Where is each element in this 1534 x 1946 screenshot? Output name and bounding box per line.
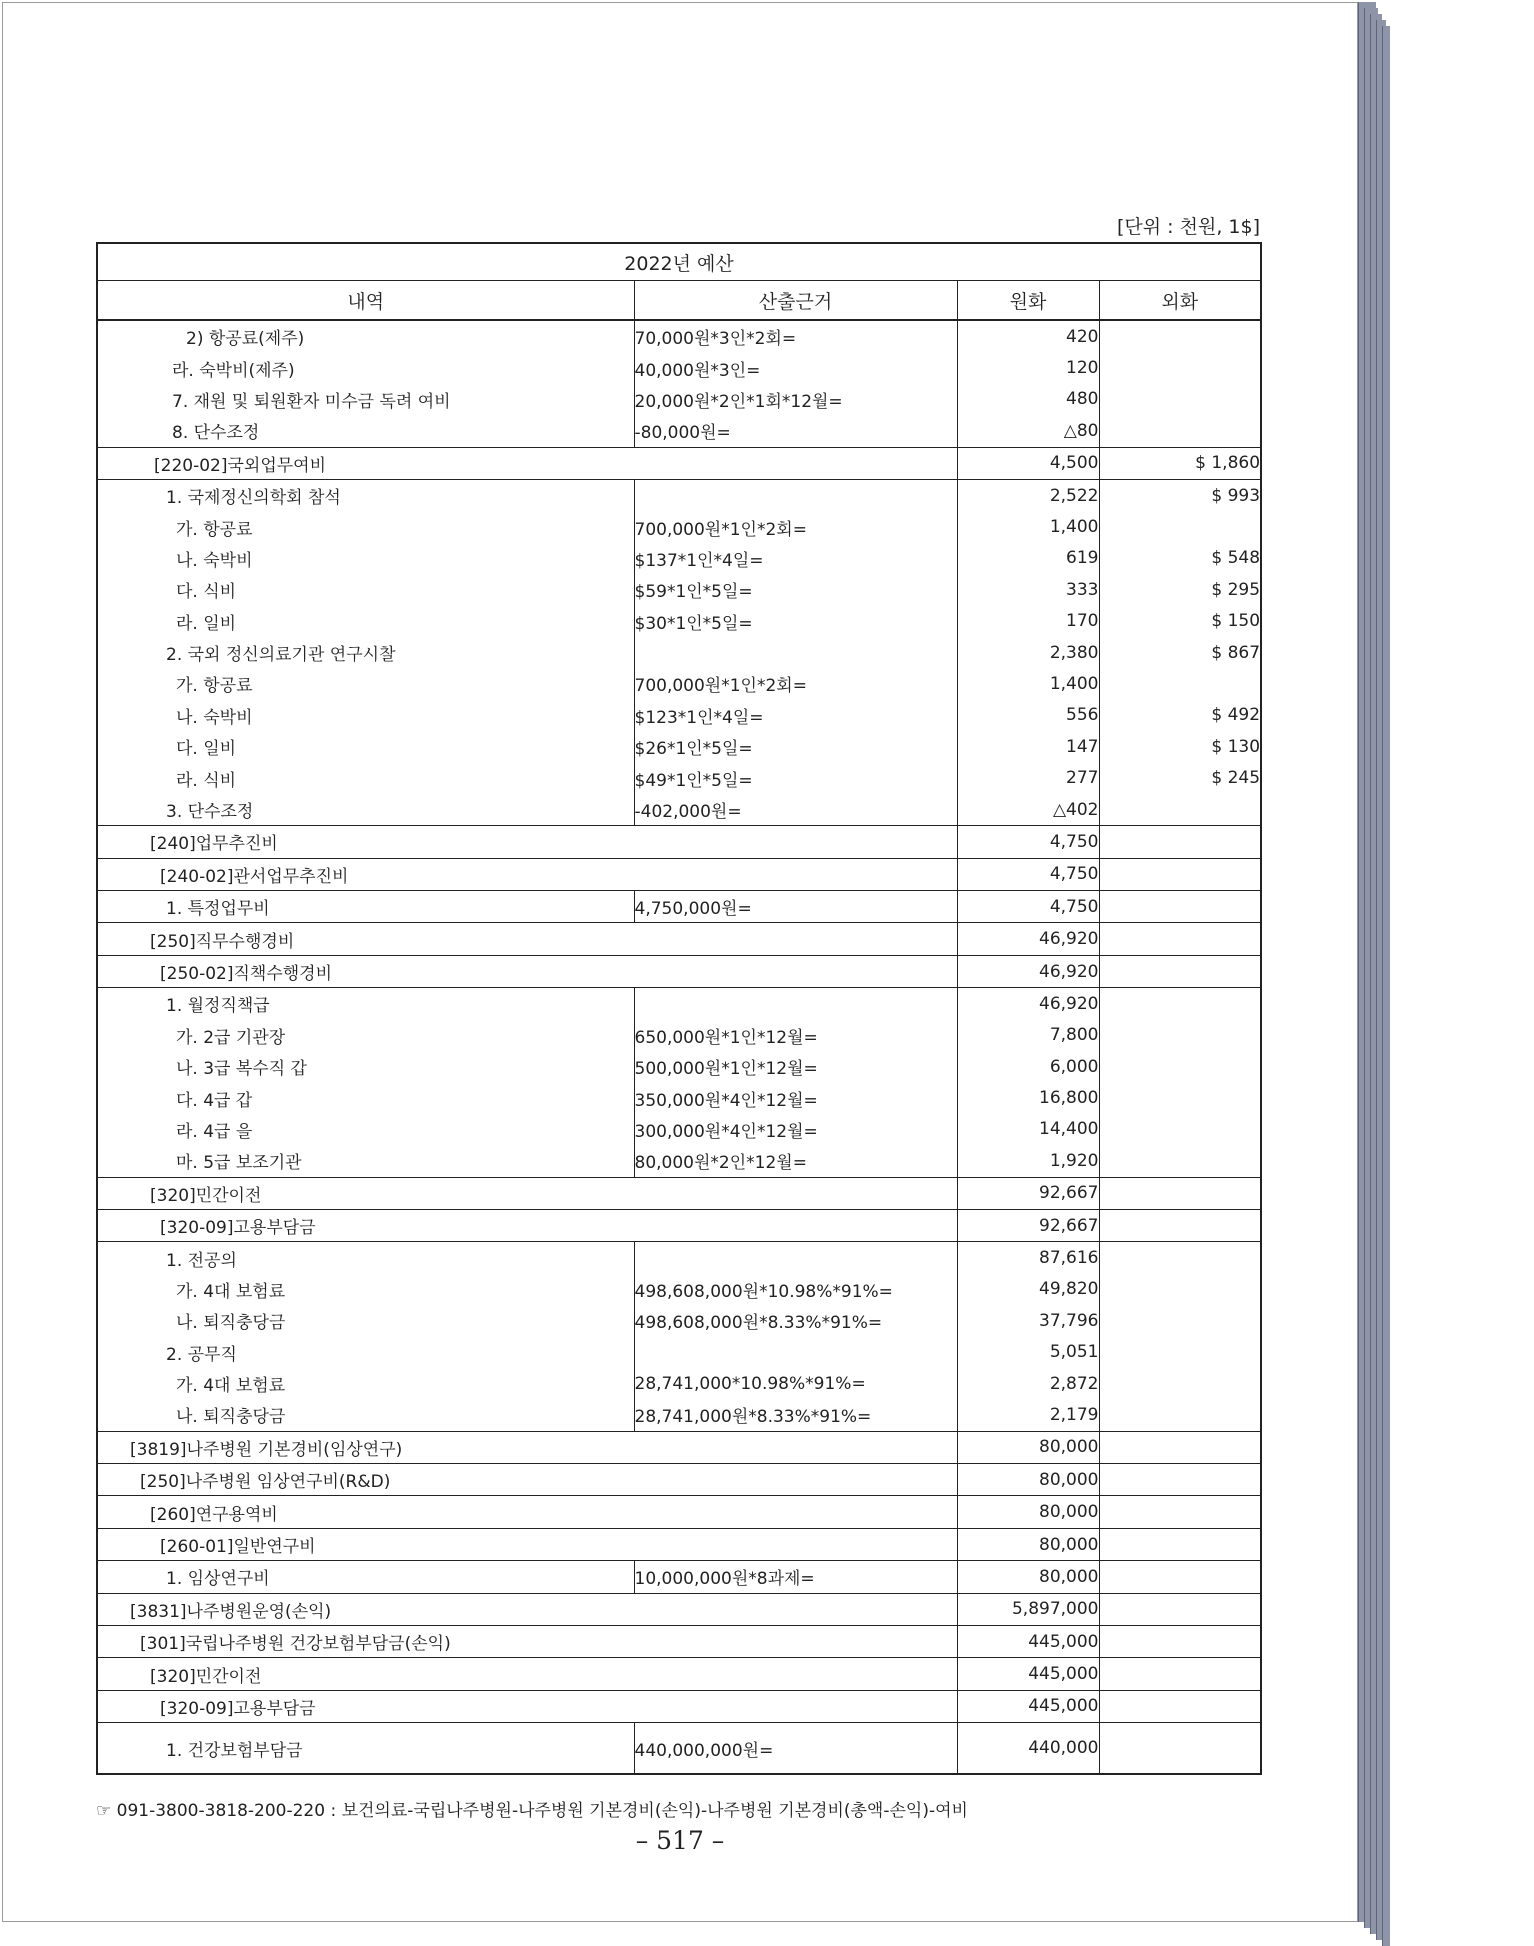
cell-fx (1099, 1690, 1261, 1722)
table-row (97, 826, 1261, 858)
cell-desc: 8. 단수조정 (97, 415, 634, 447)
cell-desc: 1. 월정직책급 (97, 988, 634, 1020)
cell-fx: $ 548 (1099, 543, 1261, 574)
cell-fx (1099, 988, 1261, 1020)
table-row (97, 1305, 1261, 1336)
cell-krw: 277 (957, 762, 1099, 793)
table-row (97, 891, 1261, 923)
column-header-desc: 내역 (97, 281, 634, 321)
table-row (97, 762, 1261, 793)
cell-desc: [250-02]직책수행경비 (97, 955, 957, 987)
cell-desc: 다. 4급 갑 (97, 1082, 634, 1113)
cell-fx (1099, 794, 1261, 826)
cell-basis: 498,608,000원*10.98%*91%= (634, 1274, 957, 1305)
table-row (97, 1464, 1261, 1496)
cell-desc: 나. 숙박비 (97, 700, 634, 731)
cell-krw: 420 (957, 320, 1099, 352)
cell-desc: 가. 항공료 (97, 511, 634, 542)
cell-fx: $ 295 (1099, 574, 1261, 605)
cell-desc: 2. 국외 정신의료기관 연구시찰 (97, 637, 634, 668)
cell-desc: [320-09]고용부담금 (97, 1690, 957, 1722)
cell-fx (1099, 384, 1261, 415)
table-row (97, 731, 1261, 762)
cell-desc: 1. 특정업무비 (97, 891, 634, 923)
cell-fx (1099, 923, 1261, 955)
table-row (97, 511, 1261, 542)
cell-basis: $49*1인*5일= (634, 762, 957, 793)
table-row (97, 1177, 1261, 1209)
cell-fx (1099, 1528, 1261, 1560)
cell-desc: [250]직무수행경비 (97, 923, 957, 955)
cell-basis: 28,741,000원*8.33%*91%= (634, 1399, 957, 1431)
cell-desc: 마. 5급 보조기관 (97, 1145, 634, 1177)
cell-fx (1099, 1626, 1261, 1658)
cell-basis: 700,000원*1인*2회= (634, 511, 957, 542)
cell-basis: $137*1인*4일= (634, 543, 957, 574)
cell-krw: △80 (957, 415, 1099, 447)
cell-krw: 87,616 (957, 1242, 1099, 1274)
cell-fx (1099, 415, 1261, 447)
cell-krw: 445,000 (957, 1690, 1099, 1722)
cell-fx (1099, 1368, 1261, 1399)
cell-krw: 92,667 (957, 1177, 1099, 1209)
cell-krw: 445,000 (957, 1626, 1099, 1658)
table-row (97, 1145, 1261, 1177)
table-row (97, 858, 1261, 890)
cell-krw: 2,179 (957, 1399, 1099, 1431)
cell-desc: [320]민간이전 (97, 1658, 957, 1690)
cell-krw: 37,796 (957, 1305, 1099, 1336)
cell-krw: 14,400 (957, 1114, 1099, 1145)
cell-desc: 다. 식비 (97, 574, 634, 605)
table-row (97, 1626, 1261, 1658)
cell-fx (1099, 1337, 1261, 1368)
table-row (97, 479, 1261, 511)
cell-basis: $30*1인*5일= (634, 606, 957, 637)
cell-krw: 4,750 (957, 826, 1099, 858)
cell-fx (1099, 858, 1261, 890)
cell-basis: -402,000원= (634, 794, 957, 826)
table-row (97, 700, 1261, 731)
cell-krw: 16,800 (957, 1082, 1099, 1113)
cell-desc: 나. 숙박비 (97, 543, 634, 574)
page-stack-edge (1382, 26, 1390, 1946)
table-row (97, 1561, 1261, 1593)
cell-basis: 650,000원*1인*12월= (634, 1020, 957, 1051)
cell-desc: [260]연구용역비 (97, 1496, 957, 1528)
cell-krw: 80,000 (957, 1496, 1099, 1528)
cell-krw: 4,500 (957, 447, 1099, 479)
cell-fx (1099, 1658, 1261, 1690)
cell-krw: 1,400 (957, 668, 1099, 699)
cell-basis: 700,000원*1인*2회= (634, 668, 957, 699)
cell-basis: 300,000원*4인*12월= (634, 1114, 957, 1145)
cell-desc: [320-09]고용부담금 (97, 1209, 957, 1241)
cell-fx (1099, 1431, 1261, 1463)
table-row (97, 1658, 1261, 1690)
table-row (97, 1274, 1261, 1305)
cell-fx (1099, 826, 1261, 858)
cell-krw: 147 (957, 731, 1099, 762)
cell-krw: 2,522 (957, 479, 1099, 511)
cell-desc: [240-02]관서업무추진비 (97, 858, 957, 890)
cell-desc: [3831]나주병원운영(손익) (97, 1593, 957, 1625)
table-row (97, 1528, 1261, 1560)
cell-krw: 4,750 (957, 891, 1099, 923)
cell-fx (1099, 1464, 1261, 1496)
cell-fx (1099, 955, 1261, 987)
footer-note: ☞ 091-3800-3818-200-220 : 보건의료-국립나주병원-나주병원 기본경비(손익)-나주병원 기본경비(총액-손익)-여비 (96, 1801, 968, 1821)
cell-fx (1099, 1593, 1261, 1625)
cell-desc: 1. 건강보험부담금 (97, 1723, 634, 1775)
cell-basis: 500,000원*1인*12월= (634, 1051, 957, 1082)
cell-fx (1099, 1561, 1261, 1593)
cell-fx (1099, 1305, 1261, 1336)
table-row (97, 320, 1261, 352)
cell-desc: [240]업무추진비 (97, 826, 957, 858)
cell-fx: $ 867 (1099, 637, 1261, 668)
cell-krw: 49,820 (957, 1274, 1099, 1305)
cell-desc: 2. 공무직 (97, 1337, 634, 1368)
cell-basis: $123*1인*4일= (634, 700, 957, 731)
cell-fx (1099, 1145, 1261, 1177)
cell-desc: [3819]나주병원 기본경비(임상연구) (97, 1431, 957, 1463)
table-row (97, 415, 1261, 447)
cell-basis (634, 479, 957, 511)
page-number: – 517 – (635, 1826, 725, 1855)
table-row (97, 384, 1261, 415)
cell-fx (1099, 320, 1261, 352)
cell-fx (1099, 1177, 1261, 1209)
cell-fx (1099, 1723, 1261, 1775)
cell-fx (1099, 1399, 1261, 1431)
table-row (97, 1496, 1261, 1528)
cell-fx (1099, 511, 1261, 542)
table-row (97, 637, 1261, 668)
cell-krw: 46,920 (957, 988, 1099, 1020)
table-row (97, 1368, 1261, 1399)
table-row (97, 1082, 1261, 1113)
table-row (97, 574, 1261, 605)
cell-krw: 170 (957, 606, 1099, 637)
cell-desc: [260-01]일반연구비 (97, 1528, 957, 1560)
cell-desc: 라. 4급 을 (97, 1114, 634, 1145)
cell-basis: 28,741,000*10.98%*91%= (634, 1368, 957, 1399)
table-title: 2022년 예산 (97, 243, 1261, 281)
cell-fx: $ 245 (1099, 762, 1261, 793)
cell-fx (1099, 1082, 1261, 1113)
cell-krw: 1,400 (957, 511, 1099, 542)
cell-desc: 7. 재원 및 퇴원환자 미수금 독려 여비 (97, 384, 634, 415)
cell-desc: [320]민간이전 (97, 1177, 957, 1209)
cell-fx (1099, 1496, 1261, 1528)
table-row (97, 1399, 1261, 1431)
table-row (97, 955, 1261, 987)
cell-basis (634, 1337, 957, 1368)
cell-krw: 619 (957, 543, 1099, 574)
table-row (97, 447, 1261, 479)
cell-desc: 1. 전공의 (97, 1242, 634, 1274)
cell-desc: [250]나주병원 임상연구비(R&D) (97, 1464, 957, 1496)
cell-krw: 440,000 (957, 1723, 1099, 1775)
cell-fx (1099, 1242, 1261, 1274)
cell-krw: 80,000 (957, 1528, 1099, 1560)
table-row (97, 1114, 1261, 1145)
cell-fx (1099, 1020, 1261, 1051)
cell-basis: 10,000,000원*8과제= (634, 1561, 957, 1593)
table-row (97, 1242, 1261, 1274)
table-row (97, 1020, 1261, 1051)
cell-fx (1099, 668, 1261, 699)
cell-fx (1099, 1051, 1261, 1082)
cell-basis: 80,000원*2인*12월= (634, 1145, 957, 1177)
cell-krw: 80,000 (957, 1431, 1099, 1463)
cell-desc: 가. 2급 기관장 (97, 1020, 634, 1051)
cell-basis: 4,750,000원= (634, 891, 957, 923)
cell-desc: 1. 임상연구비 (97, 1561, 634, 1593)
cell-krw: 5,051 (957, 1337, 1099, 1368)
table-row (97, 1723, 1261, 1775)
cell-krw: 333 (957, 574, 1099, 605)
cell-fx: $ 130 (1099, 731, 1261, 762)
cell-krw: 445,000 (957, 1658, 1099, 1690)
cell-desc: 3. 단수조정 (97, 794, 634, 826)
cell-fx (1099, 891, 1261, 923)
cell-desc: 2) 항공료(제주) (97, 320, 634, 352)
cell-fx: $ 1,860 (1099, 447, 1261, 479)
table-row (97, 668, 1261, 699)
cell-basis: 440,000,000원= (634, 1723, 957, 1775)
column-header-basis: 산출근거 (634, 281, 957, 321)
cell-fx (1099, 1274, 1261, 1305)
cell-krw: 46,920 (957, 923, 1099, 955)
table-row (97, 988, 1261, 1020)
cell-krw: 2,872 (957, 1368, 1099, 1399)
column-header-fx: 외화 (1099, 281, 1261, 321)
cell-basis (634, 1242, 957, 1274)
table-row (97, 1209, 1261, 1241)
cell-basis: 350,000원*4인*12월= (634, 1082, 957, 1113)
unit-note: [단위 : 천원, 1$] (1117, 216, 1260, 238)
cell-desc: 가. 4대 보험료 (97, 1368, 634, 1399)
table-body (97, 320, 1261, 1774)
cell-desc: [301]국립나주병원 건강보험부담금(손익) (97, 1626, 957, 1658)
cell-desc: 라. 일비 (97, 606, 634, 637)
cell-basis: 498,608,000원*8.33%*91%= (634, 1305, 957, 1336)
cell-desc: 가. 4대 보험료 (97, 1274, 634, 1305)
cell-desc: 라. 식비 (97, 762, 634, 793)
cell-krw: △402 (957, 794, 1099, 826)
cell-desc: [220-02]국외업무여비 (97, 447, 957, 479)
cell-fx: $ 492 (1099, 700, 1261, 731)
cell-fx (1099, 1209, 1261, 1241)
cell-desc: 나. 퇴직충당금 (97, 1399, 634, 1431)
cell-basis: 40,000원*3인= (634, 352, 957, 383)
table-row (97, 1431, 1261, 1463)
cell-desc: 나. 퇴직충당금 (97, 1305, 634, 1336)
cell-basis: 20,000원*2인*1회*12월= (634, 384, 957, 415)
cell-fx: $ 150 (1099, 606, 1261, 637)
table-row (97, 794, 1261, 826)
cell-basis: 70,000원*3인*2회= (634, 320, 957, 352)
cell-krw: 7,800 (957, 1020, 1099, 1051)
table-row (97, 1337, 1261, 1368)
cell-krw: 2,380 (957, 637, 1099, 668)
table-row (97, 352, 1261, 383)
cell-krw: 120 (957, 352, 1099, 383)
cell-krw: 92,667 (957, 1209, 1099, 1241)
cell-krw: 80,000 (957, 1561, 1099, 1593)
cell-krw: 5,897,000 (957, 1593, 1099, 1625)
cell-krw: 556 (957, 700, 1099, 731)
cell-basis: $26*1인*5일= (634, 731, 957, 762)
cell-krw: 4,750 (957, 858, 1099, 890)
cell-basis: $59*1인*5일= (634, 574, 957, 605)
table-row (97, 1690, 1261, 1722)
cell-krw: 80,000 (957, 1464, 1099, 1496)
table-row (97, 923, 1261, 955)
budget-table (96, 242, 1262, 1775)
cell-fx (1099, 352, 1261, 383)
table-row (97, 1051, 1261, 1082)
cell-fx: $ 993 (1099, 479, 1261, 511)
cell-basis (634, 637, 957, 668)
cell-desc: 가. 항공료 (97, 668, 634, 699)
table-row (97, 543, 1261, 574)
cell-krw: 1,920 (957, 1145, 1099, 1177)
cell-desc: 1. 국제정신의학회 참석 (97, 479, 634, 511)
column-header-krw: 원화 (957, 281, 1099, 321)
cell-krw: 46,920 (957, 955, 1099, 987)
cell-krw: 6,000 (957, 1051, 1099, 1082)
cell-desc: 나. 3급 복수직 갑 (97, 1051, 634, 1082)
cell-basis (634, 988, 957, 1020)
table-row (97, 606, 1261, 637)
cell-desc: 라. 숙박비(제주) (97, 352, 634, 383)
cell-krw: 480 (957, 384, 1099, 415)
table-row (97, 1593, 1261, 1625)
cell-basis: -80,000원= (634, 415, 957, 447)
cell-desc: 다. 일비 (97, 731, 634, 762)
cell-fx (1099, 1114, 1261, 1145)
